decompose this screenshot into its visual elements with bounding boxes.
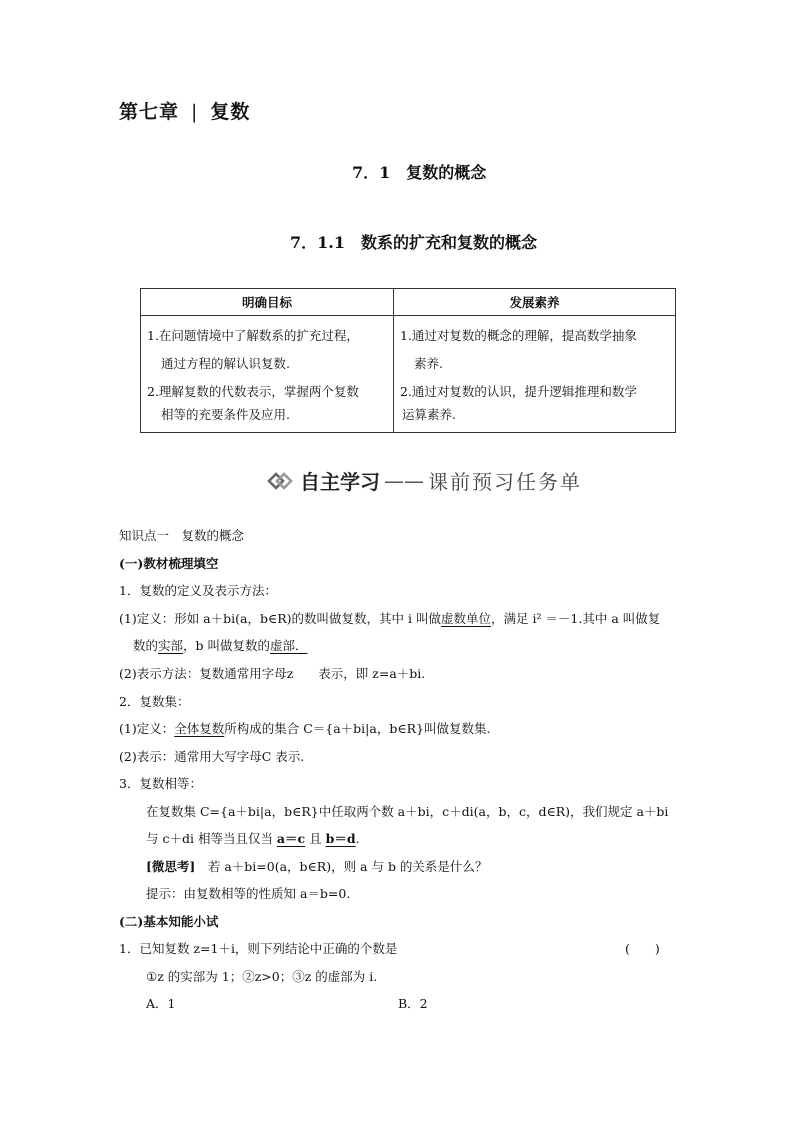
question-1-statements: ①z 的实部为 1；②z>0；③z 的虚部为 i. bbox=[146, 969, 378, 984]
goal-left-1: 1.在问题情境中了解数系的扩充过程， bbox=[147, 328, 359, 343]
complex-set-definition bbox=[119, 719, 490, 737]
chapter-heading bbox=[119, 97, 250, 124]
micro-think-question: 若 a＋bi=0(a，b∈R)，则 a 与 b 的关系是什么？ bbox=[195, 859, 488, 874]
question-1: 1．已知复数 z=1＋i，则下列结论中正确的个数是 bbox=[119, 941, 398, 956]
knowledge-point-title: 知识点一 复数的概念 bbox=[119, 528, 245, 543]
subsection-title: 7．1.1 数系的扩充和复数的概念 bbox=[290, 233, 537, 252]
blank-imaginary-unit: 虚数单位 bbox=[440, 611, 491, 626]
answer-parentheses: ( ) bbox=[625, 941, 660, 956]
definition-1-post: ，满足 i² ＝－1.其中 a 叫做复 bbox=[490, 611, 661, 626]
complex-set-pre: (1)定义： bbox=[119, 721, 175, 736]
blank-all-complex: 全体复数 bbox=[174, 721, 225, 736]
chapter-separator: | bbox=[191, 101, 199, 123]
equality-line-2 bbox=[146, 829, 360, 847]
blank-a-equals-c: a＝c bbox=[276, 831, 306, 846]
banner-dash: —— bbox=[384, 468, 424, 493]
micro-think-label: [微思考] bbox=[146, 859, 196, 874]
goals-cell-left bbox=[141, 316, 394, 433]
goals-header-right: 发展素养 bbox=[394, 289, 676, 316]
item-2-heading: 2．复数集： bbox=[119, 694, 190, 709]
definition-line-2 bbox=[133, 636, 308, 654]
definition-2-pre: 数的 bbox=[133, 638, 159, 653]
blank-real-part: 实部 bbox=[158, 638, 184, 653]
banner-logo-icon bbox=[266, 471, 294, 491]
equality-2-post: . bbox=[355, 831, 360, 846]
goals-cell-right bbox=[394, 316, 676, 433]
subsection-practice: (二)基本知能小试 bbox=[119, 914, 219, 929]
goals-table bbox=[140, 288, 676, 433]
definition-line-1 bbox=[119, 609, 660, 627]
goal-right-2: 2.通过对复数的认识，提升逻辑推理和数学 bbox=[400, 384, 637, 399]
goals-header-left: 明确目标 bbox=[141, 289, 394, 316]
complex-set-notation: (2)表示：通常用大写字母C 表示. bbox=[119, 749, 305, 764]
item-3-heading: 3．复数相等： bbox=[119, 776, 202, 791]
representation-line: (2)表示方法：复数通常用字母z 表示，即 z=a＋bi. bbox=[119, 666, 426, 681]
option-b: B．2 bbox=[398, 996, 428, 1011]
section-banner bbox=[266, 466, 582, 495]
equality-line-1: 在复数集 C={a＋bi|a，b∈R}中任取两个数 a＋bi，c＋di(a，b，c，d∈R)，我们规定 a＋bi bbox=[146, 804, 669, 819]
equality-2-mid: 且 bbox=[305, 831, 326, 846]
subsection-fill: (一)教材梳理填空 bbox=[119, 556, 219, 571]
chapter-title: 第七章 bbox=[119, 101, 180, 123]
option-a: A．1 bbox=[146, 996, 176, 1011]
equality-2-pre: 与 c＋di 相等当且仅当 bbox=[146, 831, 277, 846]
complex-set-post: 所构成的集合 C＝{a＋bi|a，b∈R}叫做复数集. bbox=[224, 721, 491, 736]
micro-think bbox=[146, 857, 487, 875]
goal-left-2-cont: 相等的充要条件及应用. bbox=[161, 407, 290, 422]
blank-b-equals-d: b＝d bbox=[325, 831, 356, 846]
section-title: 7．1 复数的概念 bbox=[352, 163, 487, 182]
definition-2-mid: ，b 叫做复数的 bbox=[183, 638, 271, 653]
blank-imaginary-part: 虚部． bbox=[270, 638, 308, 653]
goal-left-1-cont: 通过方程的解认识复数. bbox=[161, 356, 290, 371]
item-1-heading: 1．复数的定义及表示方法： bbox=[119, 583, 277, 598]
banner-rest: 课前预习任务单 bbox=[428, 470, 582, 494]
goal-right-1-cont: 素养. bbox=[414, 356, 443, 371]
hint-line: 提示：由复数相等的性质知 a＝b=0. bbox=[146, 886, 351, 901]
goal-right-2-cont: 运算素养. bbox=[402, 407, 456, 422]
chapter-subtitle: 复数 bbox=[210, 101, 251, 123]
goal-right-1: 1.通过对复数的概念的理解，提高数学抽象 bbox=[400, 328, 637, 343]
banner-strong: 自主学习 bbox=[300, 470, 380, 494]
goal-left-2: 2.理解复数的代数表示，掌握两个复数 bbox=[147, 384, 359, 399]
definition-1-pre: (1)定义：形如 a＋bi(a，b∈R)的数叫做复数，其中 i 叫做 bbox=[119, 611, 441, 626]
